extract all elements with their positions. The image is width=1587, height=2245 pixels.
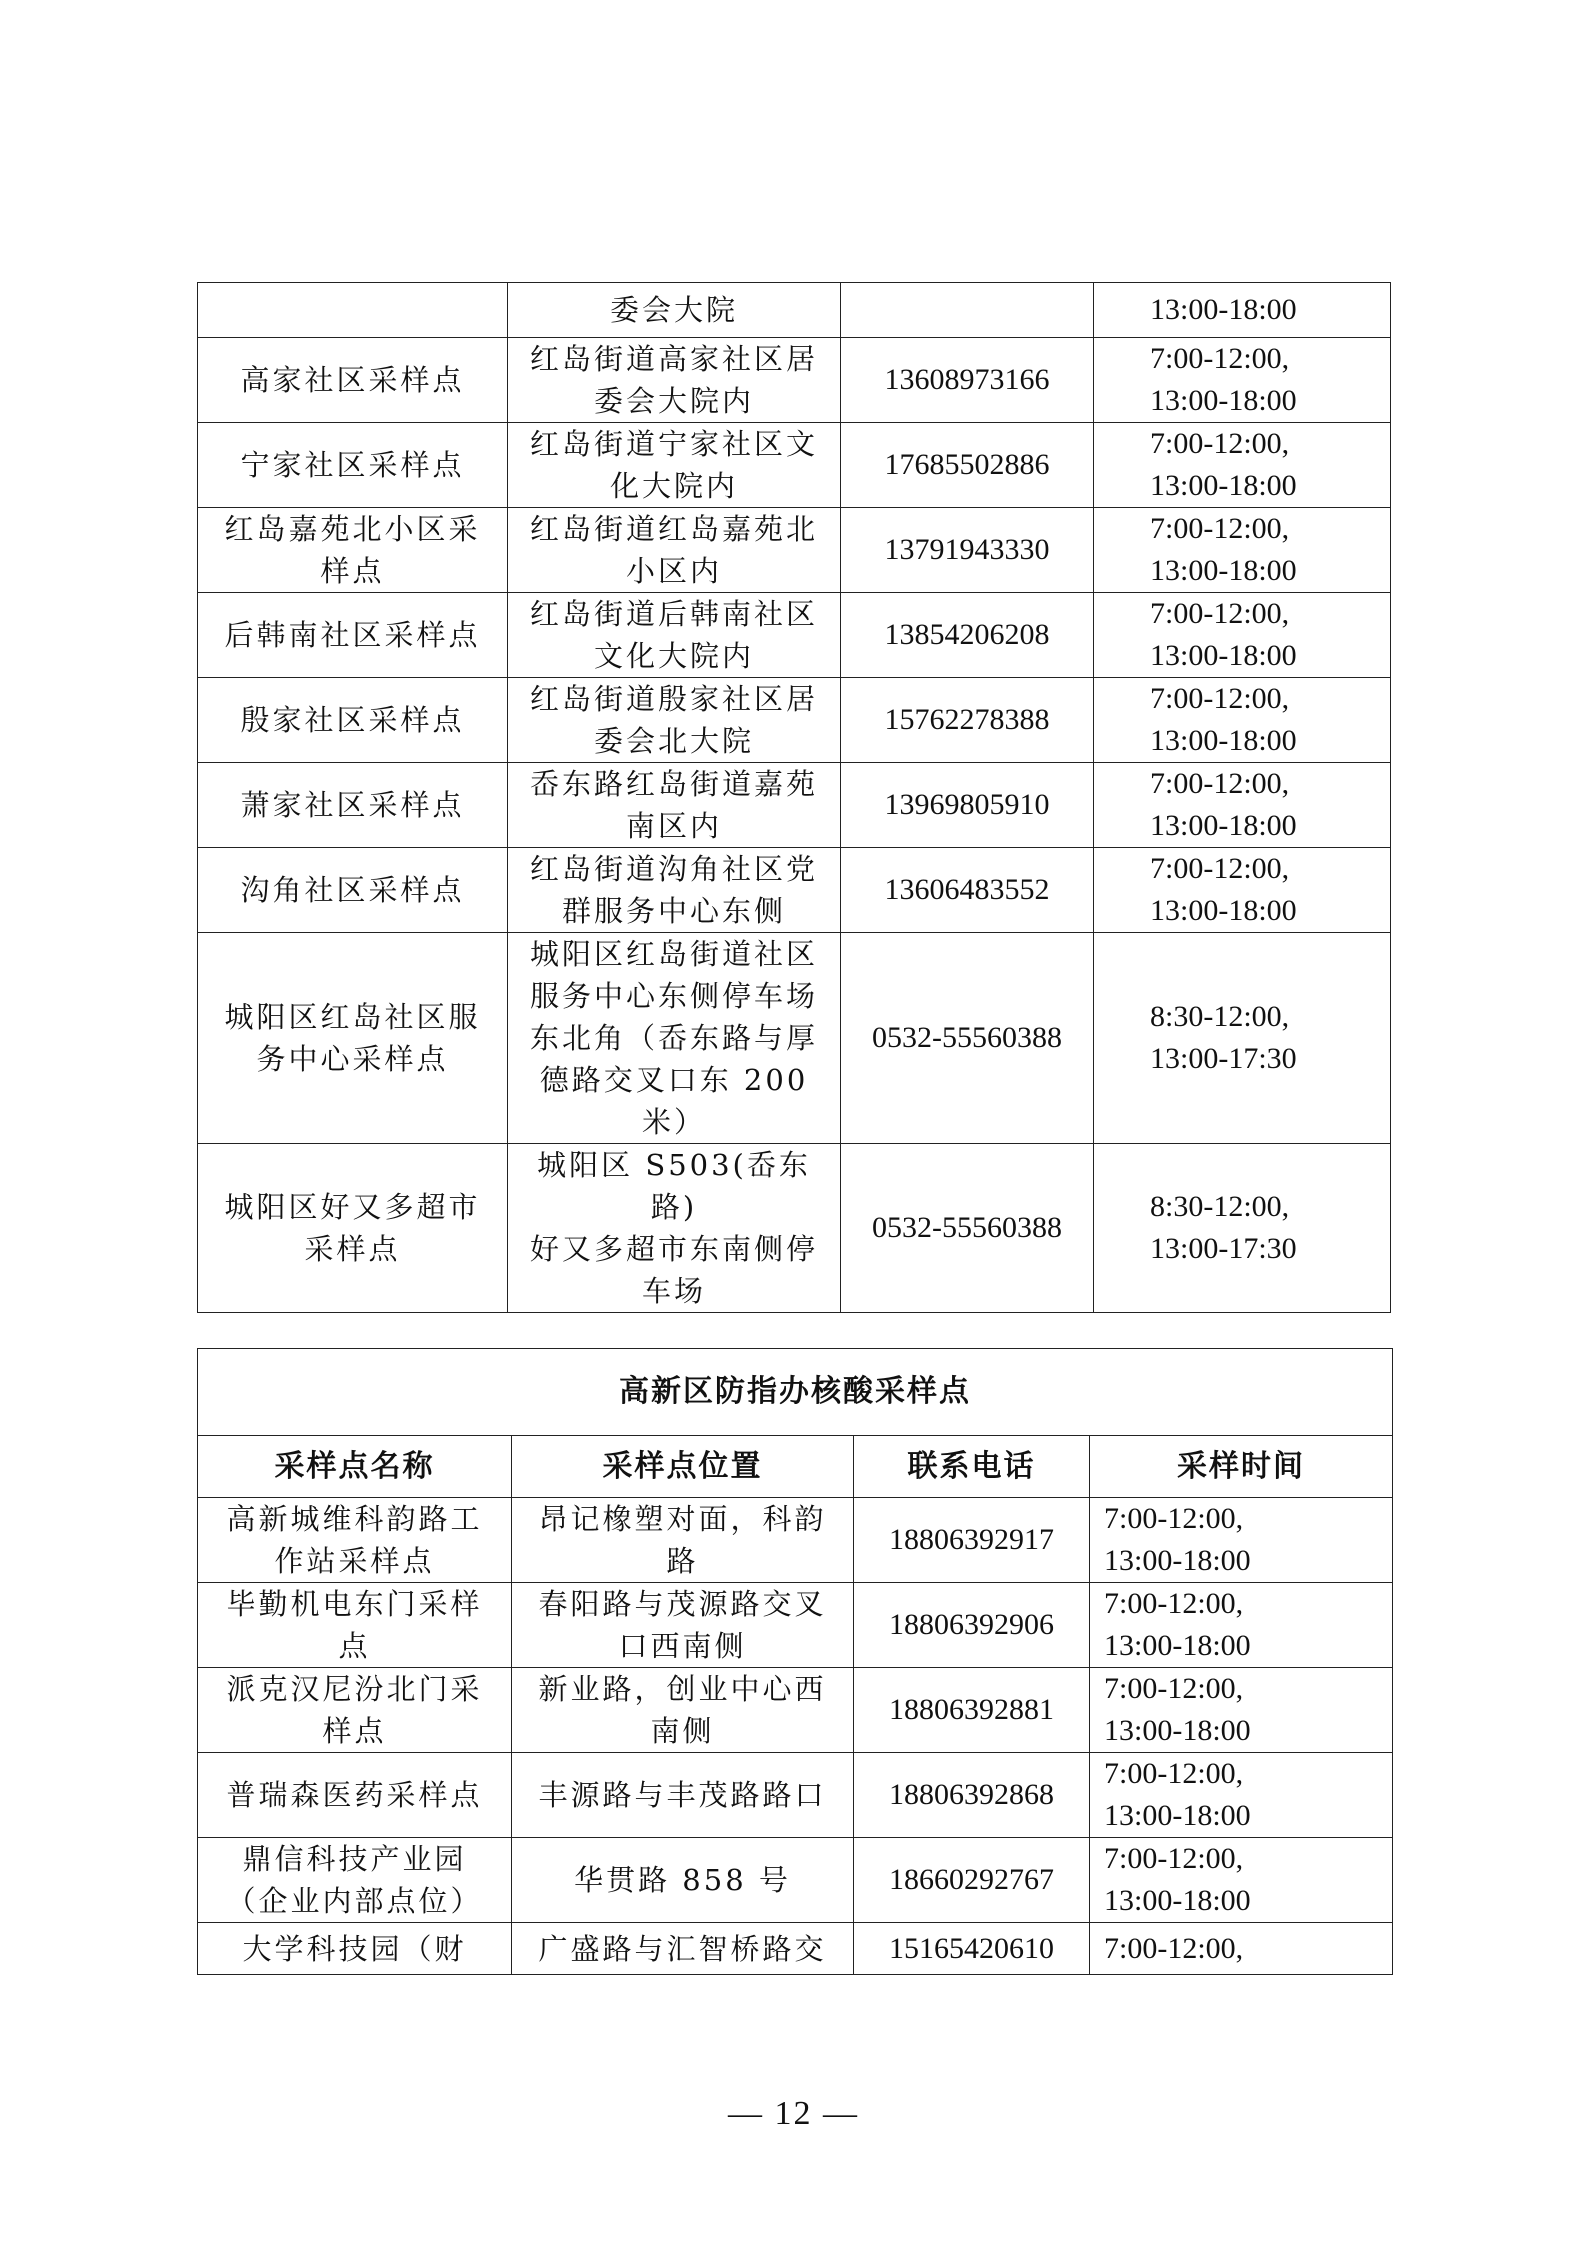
time-cell: 7:00-12:00, 13:00-18:00 [1094,423,1391,508]
phone-cell: 15762278388 [841,678,1094,763]
time-cell: 7:00-12:00, 13:00-18:00 [1094,678,1391,763]
col-header-location: 采样点位置 [512,1436,854,1498]
phone-cell: 18806392881 [854,1668,1090,1753]
table-row [198,283,1391,338]
time-cell: 7:00-12:00, 13:00-18:00 [1090,1498,1393,1583]
col-header-phone: 联系电话 [854,1436,1090,1498]
time-cell: 7:00-12:00, 13:00-18:00 [1094,763,1391,848]
site-location-cell: 红岛街道宁家社区文 化大院内 [508,423,841,508]
site-location-cell: 华贯路 858 号 [512,1838,854,1923]
phone-cell: 13791943330 [841,508,1094,593]
table1-body [198,283,1391,1313]
site-location-cell: 春阳路与茂源路交叉 口西南侧 [512,1583,854,1668]
site-location-cell: 岙东路红岛街道嘉苑 南区内 [508,763,841,848]
site-location-cell: 城阳区红岛街道社区 服务中心东侧停车场 东北角（岙东路与厚 德路交叉口东 200 米） [508,933,841,1144]
site-name-cell: 红岛嘉苑北小区采 样点 [198,508,508,593]
phone-cell: 13606483552 [841,848,1094,933]
site-location-cell: 委会大院 [508,283,841,338]
table-row [198,1668,1393,1753]
phone-cell: 18806392906 [854,1583,1090,1668]
time-cell: 7:00-12:00, 13:00-18:00 [1094,508,1391,593]
site-name-cell: 普瑞森医药采样点 [198,1753,512,1838]
phone-cell: 13969805910 [841,763,1094,848]
table-row [198,423,1391,508]
time-cell: 7:00-12:00, 13:00-18:00 [1090,1753,1393,1838]
table2-body [198,1498,1393,1975]
site-name-cell: 鼎信科技产业园 （企业内部点位） [198,1838,512,1923]
time-cell: 7:00-12:00, [1090,1923,1393,1975]
site-name-cell: 城阳区好又多超市 采样点 [198,1144,508,1313]
site-name-cell: 大学科技园（财 [198,1923,512,1975]
table-row [198,1498,1393,1583]
site-name-cell: 后韩南社区采样点 [198,593,508,678]
table-row [198,593,1391,678]
table-row [198,338,1391,423]
site-location-cell: 红岛街道后韩南社区 文化大院内 [508,593,841,678]
col-header-time: 采样时间 [1090,1436,1393,1498]
phone-cell: 15165420610 [854,1923,1090,1975]
time-cell: 7:00-12:00, 13:00-18:00 [1090,1838,1393,1923]
phone-cell: 0532-55560388 [841,1144,1094,1313]
site-location-cell: 红岛街道沟角社区党 群服务中心东侧 [508,848,841,933]
table-row [198,763,1391,848]
table-row [198,1144,1391,1313]
phone-cell [841,283,1094,338]
table-row [198,1923,1393,1975]
site-name-cell: 派克汉尼汾北门采 样点 [198,1668,512,1753]
phone-cell: 18806392917 [854,1498,1090,1583]
table-row [198,1753,1393,1838]
site-name-cell: 城阳区红岛社区服 务中心采样点 [198,933,508,1144]
time-cell: 7:00-12:00, 13:00-18:00 [1094,338,1391,423]
site-location-cell: 红岛街道红岛嘉苑北 小区内 [508,508,841,593]
page-number: — 12 — [728,2095,859,2132]
time-cell: 7:00-12:00, 13:00-18:00 [1094,848,1391,933]
site-location-cell: 红岛街道殷家社区居 委会北大院 [508,678,841,763]
site-name-cell: 高新城维科韵路工 作站采样点 [198,1498,512,1583]
table2-header-row [198,1436,1393,1498]
sampling-table-gaoxin [197,1348,1393,1975]
phone-cell: 13608973166 [841,338,1094,423]
table-row [198,678,1391,763]
table-row [198,1838,1393,1923]
site-name-cell: 高家社区采样点 [198,338,508,423]
time-cell: 7:00-12:00, 13:00-18:00 [1090,1583,1393,1668]
time-cell: 8:30-12:00, 13:00-17:30 [1094,933,1391,1144]
sampling-table-hongdao [197,282,1391,1313]
phone-cell: 0532-55560388 [841,933,1094,1144]
site-location-cell: 广盛路与汇智桥路交 [512,1923,854,1975]
site-location-cell: 新业路，创业中心西 南侧 [512,1668,854,1753]
time-cell: 7:00-12:00, 13:00-18:00 [1094,593,1391,678]
table-row [198,508,1391,593]
site-location-cell: 丰源路与丰茂路路口 [512,1753,854,1838]
table2-title: 高新区防指办核酸采样点 [198,1349,1393,1436]
table-row [198,848,1391,933]
table2-title-row [198,1349,1393,1436]
site-name-cell: 萧家社区采样点 [198,763,508,848]
site-name-cell: 宁家社区采样点 [198,423,508,508]
phone-cell: 17685502886 [841,423,1094,508]
site-location-cell: 昂记橡塑对面，科韵 路 [512,1498,854,1583]
phone-cell: 13854206208 [841,593,1094,678]
phone-cell: 18660292767 [854,1838,1090,1923]
table-row [198,1583,1393,1668]
site-name-cell [198,283,508,338]
site-location-cell: 城阳区 S503(岙东路) 好又多超市东南侧停 车场 [508,1144,841,1313]
site-location-cell: 红岛街道高家社区居 委会大院内 [508,338,841,423]
phone-cell: 18806392868 [854,1753,1090,1838]
col-header-name: 采样点名称 [198,1436,512,1498]
site-name-cell: 殷家社区采样点 [198,678,508,763]
time-cell: 8:30-12:00, 13:00-17:30 [1094,1144,1391,1313]
site-name-cell: 毕勤机电东门采样 点 [198,1583,512,1668]
time-cell: 7:00-12:00, 13:00-18:00 [1090,1668,1393,1753]
time-cell: 13:00-18:00 [1094,283,1391,338]
table-row [198,933,1391,1144]
site-name-cell: 沟角社区采样点 [198,848,508,933]
